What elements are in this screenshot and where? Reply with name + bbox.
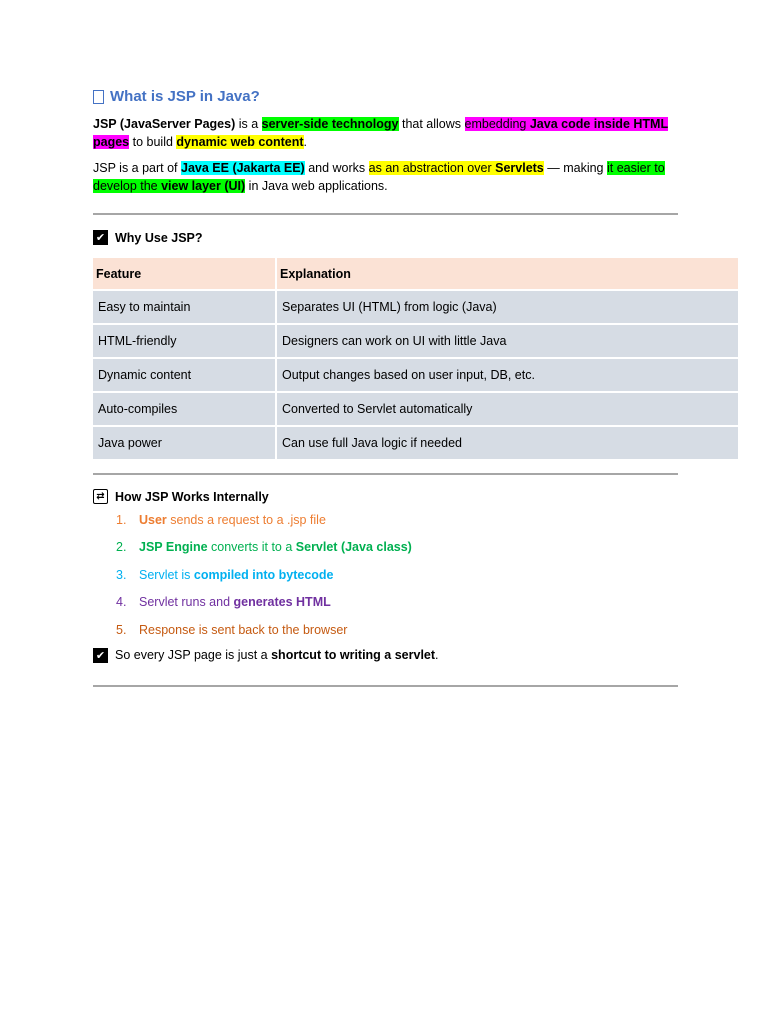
why-section-heading (93, 230, 678, 245)
table-cell-explanation: Converted to Servlet automatically (277, 393, 738, 425)
step-text: sends a request to a .jsp file (166, 512, 326, 527)
text-fragment: is a (235, 117, 262, 131)
step-number: 3. (116, 567, 127, 582)
table-cell-explanation: Designers can work on UI with little Java (277, 325, 738, 357)
table-row (93, 325, 738, 357)
summary-text: . (435, 648, 439, 662)
how-section-title: How JSP Works Internally (115, 489, 269, 504)
repeat-icon: ⇄ (93, 489, 108, 504)
highlight-abstraction: as an abstraction over (368, 161, 496, 175)
step-emphasis: generates HTML (233, 595, 331, 610)
table-row (93, 291, 738, 323)
why-section-title: Why Use JSP? (115, 230, 203, 245)
step-emphasis: Servlet (Java class) (295, 540, 412, 555)
missing-glyph-icon (93, 90, 104, 104)
highlight-easier: it easier to develop the (93, 161, 665, 193)
divider (93, 473, 678, 475)
step-number: 2. (116, 540, 127, 555)
highlight-servlets: Servlets (495, 161, 544, 175)
summary-text: So every JSP page is just a (115, 648, 272, 662)
table-cell-feature: Java power (93, 427, 277, 459)
text-fragment: — making (543, 161, 607, 175)
table-header-row (93, 258, 738, 289)
how-section-heading (93, 489, 678, 504)
summary-line (93, 648, 678, 663)
table-row (93, 427, 738, 459)
text-fragment: that allows (398, 117, 465, 131)
step-text: Servlet is (139, 567, 194, 582)
text-jsp-name: JSP (JavaServer Pages) (93, 117, 236, 131)
text-fragment: JSP is a part of (93, 161, 182, 175)
highlight-java-in-html: Java code inside HTML pages (93, 117, 669, 149)
intro-paragraph-2 (93, 159, 678, 195)
text-fragment: in Java web applications. (245, 179, 388, 193)
why-table (93, 256, 738, 461)
table-cell-feature: HTML-friendly (93, 325, 277, 357)
checkmark-icon: ✔ (93, 230, 108, 245)
step-text: converts it to a (207, 540, 296, 555)
highlight-embedding: embedding (464, 117, 530, 131)
divider (93, 213, 678, 215)
table-cell-explanation: Can use full Java logic if needed (277, 427, 738, 459)
document-page (93, 88, 678, 687)
text-fragment: to build (129, 135, 177, 149)
checkmark-icon: ✔ (93, 648, 108, 663)
text-fragment: and works (304, 161, 369, 175)
column-header-explanation: Explanation (277, 258, 738, 289)
highlight-view-layer: view layer (UI) (161, 179, 246, 193)
list-item (93, 506, 678, 534)
step-emphasis: JSP Engine (139, 540, 208, 555)
list-item (93, 534, 678, 562)
page-title (93, 88, 678, 105)
highlight-dynamic-content: dynamic web content (176, 135, 304, 149)
summary-emphasis: shortcut to writing a servlet (271, 648, 436, 662)
table-cell-explanation: Output changes based on user input, DB, etc. (277, 359, 738, 391)
list-item (93, 616, 678, 644)
list-item (93, 589, 678, 617)
table-cell-explanation: Separates UI (HTML) from logic (Java) (277, 291, 738, 323)
list-item (93, 561, 678, 589)
table-row (93, 359, 738, 391)
step-number: 5. (116, 622, 127, 637)
step-text: Servlet runs and (139, 595, 234, 610)
column-header-feature: Feature (93, 258, 277, 289)
highlight-java-ee: Java EE (Jakarta EE) (181, 161, 305, 175)
divider (93, 685, 678, 687)
table-cell-feature: Dynamic content (93, 359, 277, 391)
page-title-text: What is JSP in Java? (110, 88, 260, 105)
table-row (93, 393, 738, 425)
highlight-server-side: server-side technology (261, 117, 399, 131)
step-emphasis: compiled into bytecode (193, 567, 334, 582)
intro-paragraph-1 (93, 115, 678, 151)
step-number: 1. (116, 512, 127, 527)
step-text: Response is sent back to the browser (139, 622, 348, 637)
how-steps-list (93, 506, 678, 644)
table-cell-feature: Auto-compiles (93, 393, 277, 425)
step-emphasis: User (139, 512, 167, 527)
table-cell-feature: Easy to maintain (93, 291, 277, 323)
step-number: 4. (116, 595, 127, 610)
text-fragment: . (303, 135, 307, 149)
